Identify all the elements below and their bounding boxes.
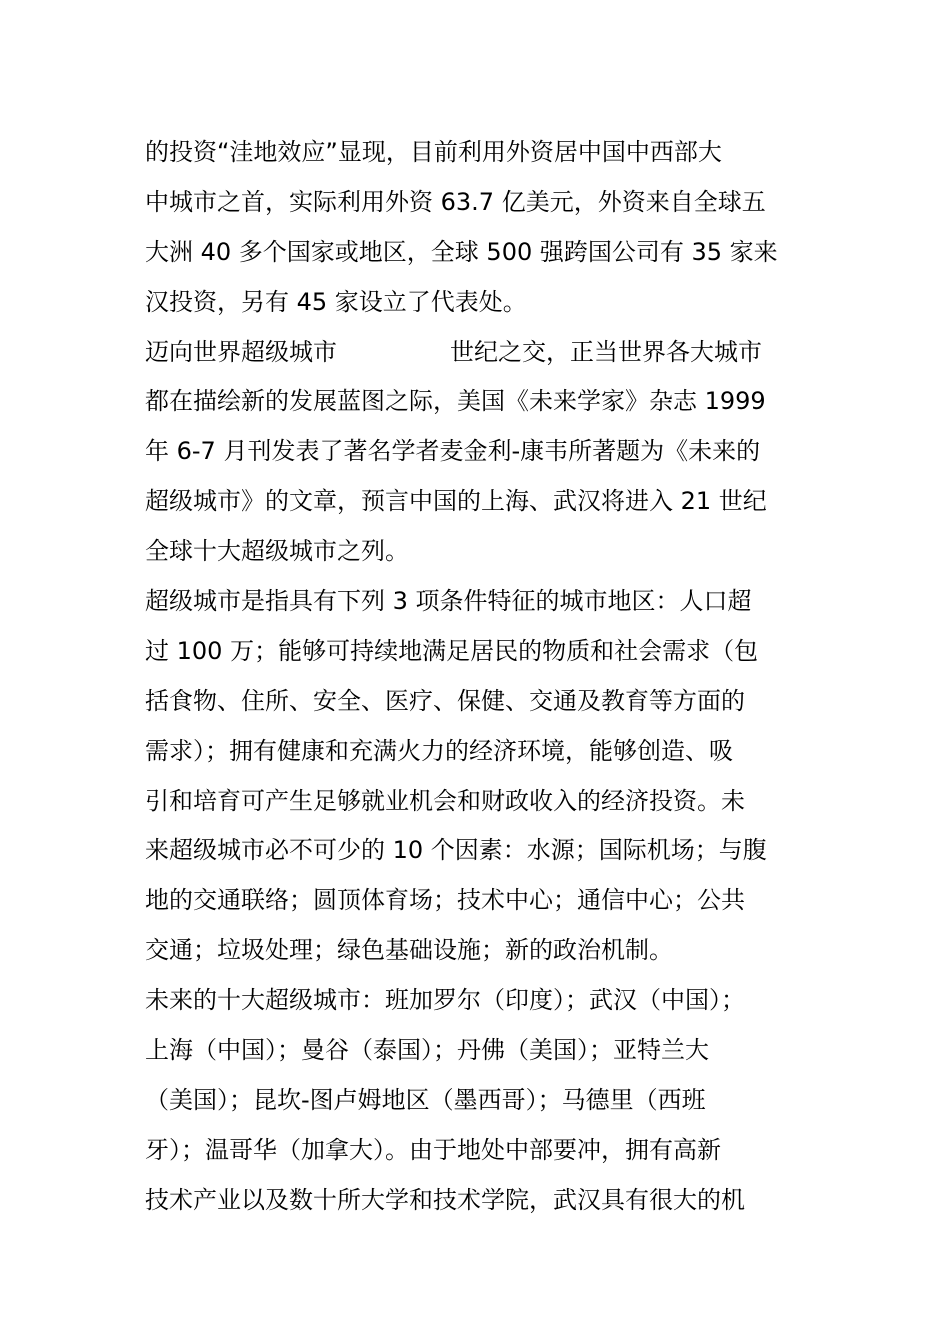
text-line: 技术产业以及数十所大学和技术学院，武汉具有很大的机 xyxy=(145,1185,745,1214)
text-line xyxy=(145,328,810,378)
heading-line-rest: 世纪之交，正当世界各大城市 xyxy=(450,337,762,366)
text-line: 超级城市是指具有下列 3 项条件特征的城市地区：人口超 xyxy=(145,587,752,616)
text-line: 的投资“洼地效应”显现，目前利用外资居中国中西部大 xyxy=(145,138,722,166)
text-line: 上海（中国）；曼谷（泰国）；丹佛（美国）；亚特兰大 xyxy=(145,1036,709,1065)
text-line: 都在描绘新的发展蓝图之际，美国《未来学家》杂志 1999 xyxy=(145,387,766,416)
text-line: 大洲 40 多个国家或地区，全球 500 强跨国公司有 35 家来 xyxy=(145,237,778,266)
paragraph-investment xyxy=(145,128,810,328)
text-line: 中城市之首，实际利用外资 63.7 亿美元，外资来自全球五 xyxy=(145,187,766,216)
text-line: 括食物、住所、安全、医疗、保健、交通及教育等方面的 xyxy=(145,686,745,715)
text-line: 牙）；温哥华（加拿大）。由于地处中部要冲，拥有高新 xyxy=(145,1135,721,1164)
text-line: 未来的十大超级城市：班加罗尔（印度）；武汉（中国）； xyxy=(145,986,745,1015)
text-line: 需求）；拥有健康和充满火力的经济环境，能够创造、吸 xyxy=(145,736,733,765)
paragraph-top-ten-cities xyxy=(145,976,810,1225)
paragraph-supercity-definition xyxy=(145,577,810,976)
text-line: 年 6-7 月刊发表了著名学者麦金利-康韦所著题为《未来的 xyxy=(145,437,761,466)
text-line: 过 100 万；能够可持续地满足居民的物质和社会需求（包 xyxy=(145,636,759,665)
paragraph-supercity-intro xyxy=(145,328,810,577)
text-line: 引和培育可产生足够就业机会和财政收入的经济投资。未 xyxy=(145,786,745,815)
text-line: 全球十大超级城市之列。 xyxy=(145,537,409,566)
text-line: 来超级城市必不可少的 10 个因素：水源；国际机场；与腹 xyxy=(145,836,767,865)
text-line: （美国）；昆坎-图卢姆地区（墨西哥）；马德里（西班 xyxy=(145,1085,706,1114)
text-line: 交通；垃圾处理；绿色基础设施；新的政治机制。 xyxy=(145,936,673,965)
body-text xyxy=(145,128,810,1226)
section-heading: 迈向世界超级城市 xyxy=(145,337,337,366)
text-line: 超级城市》的文章，预言中国的上海、武汉将进入 21 世纪 xyxy=(145,487,767,516)
text-line: 汉投资，另有 45 家设立了代表处。 xyxy=(145,287,527,316)
text-line: 地的交通联络；圆顶体育场；技术中心；通信中心；公共 xyxy=(145,886,745,915)
